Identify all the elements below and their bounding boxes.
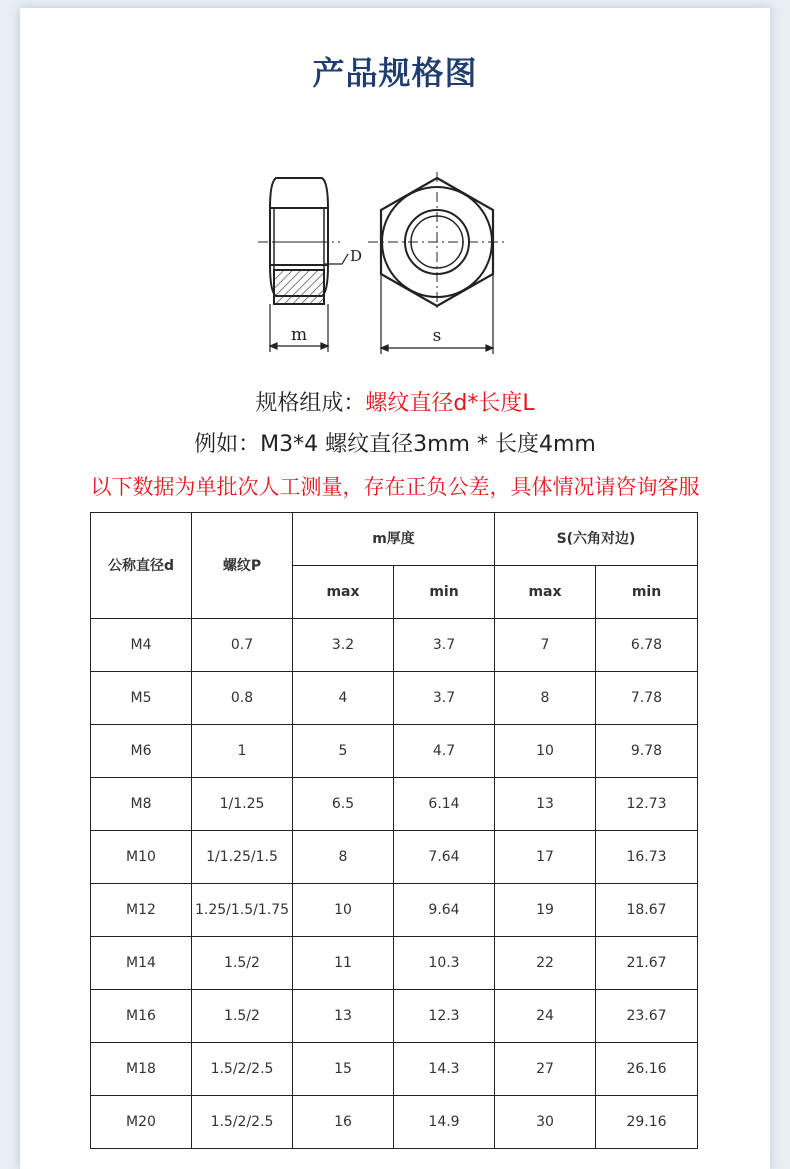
cell-diameter: M16	[91, 990, 192, 1043]
cell-m-min: 9.64	[394, 884, 495, 937]
cell-pitch: 1.5/2	[192, 937, 293, 990]
cell-s-min: 23.67	[596, 990, 698, 1043]
cell-s-min: 26.16	[596, 1043, 698, 1096]
cell-s-max: 19	[495, 884, 596, 937]
cell-m-min: 12.3	[394, 990, 495, 1043]
tolerance-note: 以下数据为单批次人工测量，存在正负公差，具体情况请咨询客服	[90, 475, 700, 499]
cell-s-max: 7	[495, 619, 596, 672]
cell-pitch: 0.8	[192, 672, 293, 725]
table-row	[91, 1096, 698, 1149]
table-row	[91, 725, 698, 778]
table-row	[91, 672, 698, 725]
spec-table	[90, 512, 698, 1149]
cell-s-max: 17	[495, 831, 596, 884]
cell-s-min: 12.73	[596, 778, 698, 831]
table-row	[91, 884, 698, 937]
cell-pitch: 1	[192, 725, 293, 778]
cell-diameter: M20	[91, 1096, 192, 1149]
composition-label: 规格组成：	[255, 391, 366, 416]
cell-s-max: 10	[495, 725, 596, 778]
cell-m-max: 4	[293, 672, 394, 725]
cell-s-max: 24	[495, 990, 596, 1043]
cell-diameter: M10	[91, 831, 192, 884]
spec-example: 例如：M3*4 螺纹直径3mm * 长度4mm	[194, 432, 596, 457]
cell-s-min: 18.67	[596, 884, 698, 937]
table-row	[91, 1043, 698, 1096]
header-m-min: min	[394, 566, 495, 619]
header-s-across: S(六角对边)	[495, 513, 698, 566]
header-diameter: 公称直径d	[91, 513, 192, 619]
cell-pitch: 1.5/2	[192, 990, 293, 1043]
label-m: m	[290, 325, 308, 345]
cell-s-min: 29.16	[596, 1096, 698, 1149]
cell-diameter: M18	[91, 1043, 192, 1096]
cell-s-min: 21.67	[596, 937, 698, 990]
page-title: 产品规格图	[312, 54, 478, 92]
cell-m-max: 15	[293, 1043, 394, 1096]
table-header-row	[91, 513, 698, 566]
cell-diameter: M8	[91, 778, 192, 831]
table-row	[91, 831, 698, 884]
cell-pitch: 1.5/2/2.5	[192, 1043, 293, 1096]
header-m-thickness: m厚度	[293, 513, 495, 566]
cell-m-max: 3.2	[293, 619, 394, 672]
header-m-max: max	[293, 566, 394, 619]
cell-m-max: 6.5	[293, 778, 394, 831]
cell-m-min: 14.3	[394, 1043, 495, 1096]
nut-side-view	[258, 178, 340, 304]
cell-s-max: 30	[495, 1096, 596, 1149]
cell-m-min: 10.3	[394, 937, 495, 990]
cell-m-min: 6.14	[394, 778, 495, 831]
cell-s-min: 16.73	[596, 831, 698, 884]
cell-m-max: 11	[293, 937, 394, 990]
header-pitch: 螺纹P	[192, 513, 293, 619]
cell-s-max: 22	[495, 937, 596, 990]
header-s-min: min	[596, 566, 698, 619]
cell-s-min: 6.78	[596, 619, 698, 672]
hex-nut-diagram	[250, 168, 540, 363]
composition-value: 螺纹直径d*长度L	[365, 391, 535, 416]
cell-m-max: 8	[293, 831, 394, 884]
cell-m-min: 3.7	[394, 619, 495, 672]
cell-diameter: M12	[91, 884, 192, 937]
spec-composition	[0, 386, 790, 417]
cell-m-max: 13	[293, 990, 394, 1043]
cell-pitch: 1.5/2/2.5	[192, 1096, 293, 1149]
cell-s-max: 27	[495, 1043, 596, 1096]
cell-m-max: 5	[293, 725, 394, 778]
cell-m-min: 3.7	[394, 672, 495, 725]
table-row	[91, 937, 698, 990]
cell-diameter: M4	[91, 619, 192, 672]
cell-pitch: 1/1.25/1.5	[192, 831, 293, 884]
cell-pitch: 1/1.25	[192, 778, 293, 831]
cell-diameter: M6	[91, 725, 192, 778]
table-row	[91, 990, 698, 1043]
cell-m-min: 14.9	[394, 1096, 495, 1149]
cell-diameter: M5	[91, 672, 192, 725]
cell-s-min: 9.78	[596, 725, 698, 778]
label-s: s	[432, 326, 442, 346]
cell-s-max: 8	[495, 672, 596, 725]
table-row	[91, 619, 698, 672]
cell-pitch: 0.7	[192, 619, 293, 672]
cell-m-min: 7.64	[394, 831, 495, 884]
table-row	[91, 778, 698, 831]
cell-pitch: 1.25/1.5/1.75	[192, 884, 293, 937]
label-d: D	[350, 247, 363, 265]
nut-front-view	[368, 172, 506, 312]
cell-s-max: 13	[495, 778, 596, 831]
cell-m-max: 10	[293, 884, 394, 937]
cell-m-min: 4.7	[394, 725, 495, 778]
cell-diameter: M14	[91, 937, 192, 990]
cell-m-max: 16	[293, 1096, 394, 1149]
cell-s-min: 7.78	[596, 672, 698, 725]
header-s-max: max	[495, 566, 596, 619]
